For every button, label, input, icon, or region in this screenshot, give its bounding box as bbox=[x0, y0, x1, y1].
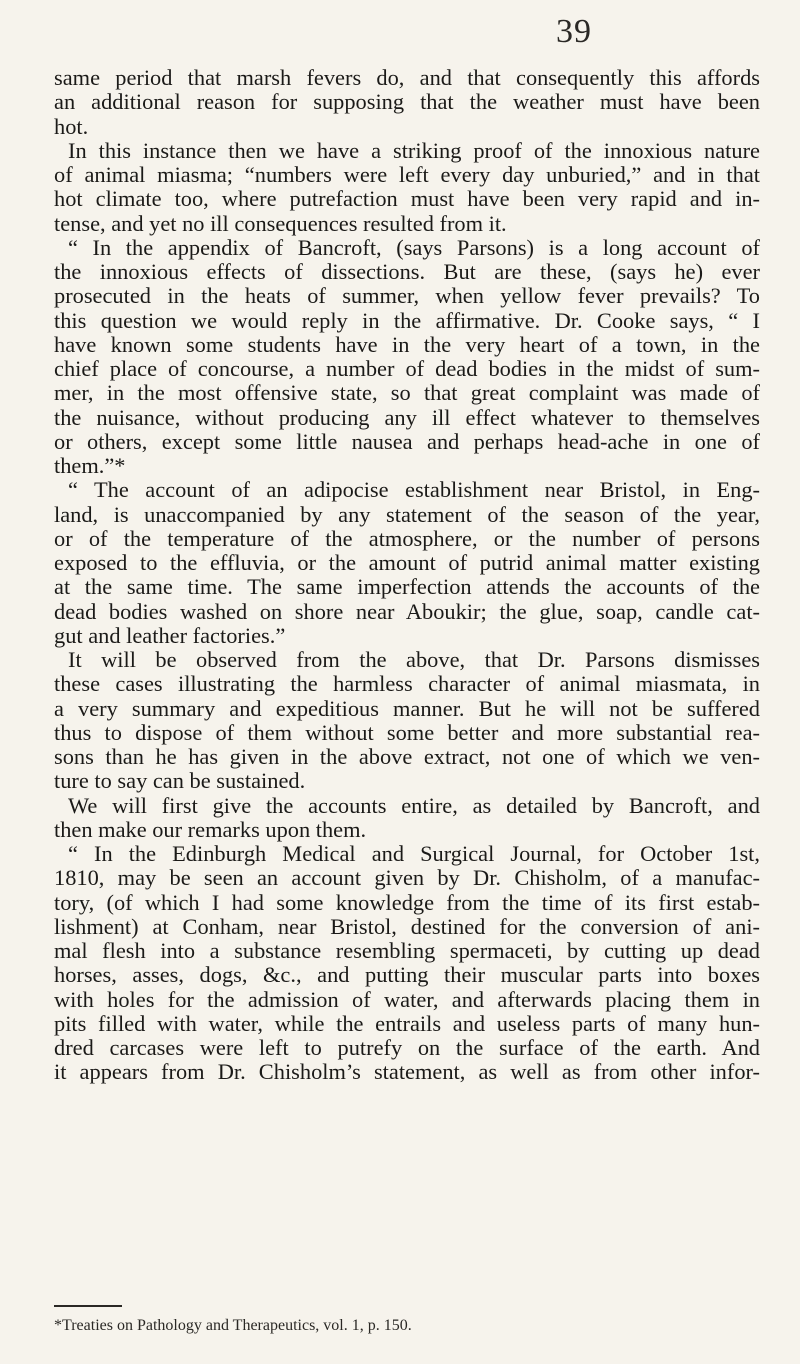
text-line: hot climate too, where putrefaction must have been very rapid and in- bbox=[54, 187, 760, 212]
text-line: “ In the appendix of Bancroft, (says Parsons) is a long account of bbox=[68, 235, 760, 260]
footnote: *Treaties on Pathology and Therapeutics, vol. 1, p. 150. bbox=[54, 1317, 412, 1334]
text-line: mer, in the most offensive state, so that great complaint was made of bbox=[54, 381, 760, 406]
text-line: In this instance then we have a striking proof of the innoxious nature bbox=[68, 138, 760, 163]
text-line: them.”* bbox=[54, 454, 126, 478]
text-line: We will first give the accounts entire, as detailed by Bancroft, and bbox=[68, 793, 760, 818]
text-line: with holes for the admission of water, and afterwards placing them in bbox=[54, 987, 760, 1012]
text-line: the innoxious effects of dissections. But are these, (says he) ever bbox=[54, 260, 760, 284]
text-line: have known some students have in the very heart of a town, in the bbox=[54, 332, 760, 357]
text-line: lishment) at Conham, near Bristol, destined for the conversion of ani- bbox=[54, 914, 760, 939]
text-line: land, is unaccompanied by any statement of the season of the year, bbox=[54, 502, 760, 527]
text-line: or others, except some little nausea and perhaps head-ache in one of bbox=[54, 429, 760, 454]
text-line: it appears from Dr. Chisholm’s statement, as well as from other infor- bbox=[54, 1060, 760, 1085]
text-line: sons than he has given in the above extract, not one of which we ven- bbox=[54, 745, 760, 769]
text-line: exposed to the effluvia, or the amount of putrid animal matter existing bbox=[54, 551, 760, 575]
text-line: these cases illustrating the harmless character of animal miasmata, in bbox=[54, 672, 760, 697]
text-line: prosecuted in the heats of summer, when yellow fever prevails? To bbox=[54, 284, 760, 309]
text-line: of animal miasma; “numbers were left every day unburied,” and in that bbox=[54, 163, 760, 187]
text-line: tense, and yet no ill consequences resulted from it. bbox=[54, 211, 507, 236]
text-line: a very summary and expeditious manner. But he will not be suffered bbox=[54, 696, 760, 721]
page-number: 39 bbox=[556, 13, 592, 50]
text-line: the nuisance, without producing any ill effect whatever to themselves bbox=[54, 405, 760, 430]
text-line: this question we would reply in the affirmative. Dr. Cooke says, “ I bbox=[54, 308, 760, 333]
text-line: mal flesh into a substance resembling spermaceti, by cutting up dead bbox=[54, 939, 760, 963]
text-line: same period that marsh fevers do, and that consequently this affords bbox=[54, 66, 760, 90]
text-line: or of the temperature of the atmosphere, or the number of persons bbox=[54, 526, 760, 551]
text-line: chief place of concourse, a number of dead bodies in the midst of sum- bbox=[54, 357, 760, 381]
text-line: gut and leather factories.” bbox=[54, 623, 286, 648]
text-line: horses, asses, dogs, &c., and putting their muscular parts into boxes bbox=[54, 963, 760, 988]
text-line: at the same time. The same imperfection attends the accounts of the bbox=[54, 575, 760, 600]
text-line: then make our remarks upon them. bbox=[54, 817, 367, 842]
text-line: ture to say can be sustained. bbox=[54, 769, 306, 794]
text-line: It will be observed from the above, that Dr. Parsons dismisses bbox=[68, 648, 760, 672]
text-line: pits filled with water, while the entrails and useless parts of many hun- bbox=[54, 1011, 760, 1036]
text-line: an additional reason for supposing that the weather must have been bbox=[54, 90, 760, 115]
text-line: “ The account of an adipocise establishment near Bristol, in Eng- bbox=[68, 478, 760, 503]
text-line: thus to dispose of them without some better and more substantial rea- bbox=[54, 720, 760, 745]
text-line: tory, (of which I had some knowledge from the time of its first estab- bbox=[54, 890, 760, 915]
text-line: dead bodies washed on shore near Aboukir; the glue, soap, candle cat- bbox=[54, 599, 760, 624]
body-text bbox=[54, 66, 760, 1085]
text-line: dred carcases were left to putrefy on the surface of the earth. And bbox=[54, 1036, 760, 1060]
footnote-divider bbox=[54, 1305, 122, 1307]
text-line: “ In the Edinburgh Medical and Surgical Journal, for October 1st, bbox=[68, 842, 760, 866]
text-line: 1810, may be seen an account given by Dr. Chisholm, of a manufac- bbox=[54, 866, 760, 891]
text-line: hot. bbox=[54, 114, 89, 139]
